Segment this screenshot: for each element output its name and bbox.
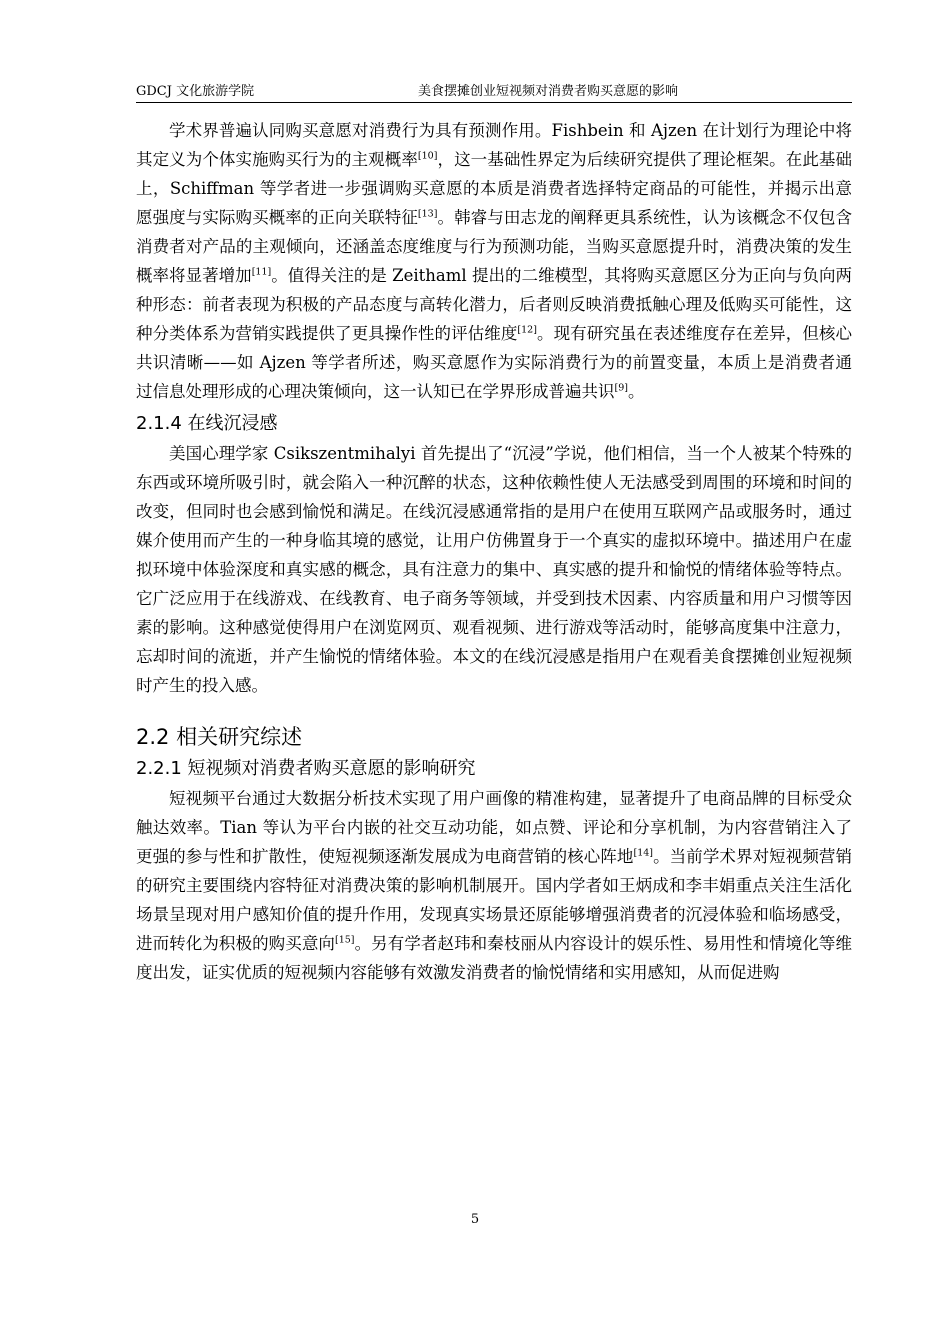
citation-ref: [9] bbox=[614, 382, 628, 394]
text-run: 。当前学术界对短视频营销的研究主要围绕内容特征对消费决策的影响机制展开。国内学者如王炳成和李丰娟重点关注生活化场景呈现对用户感知价值的提升作用，发现真实场景还原能够增强消费者的沉浸体验和临场感受，进而转化为积极的购买意向 bbox=[136, 847, 853, 953]
citation-ref: [14] bbox=[633, 847, 654, 859]
text-run: 。 bbox=[627, 382, 645, 401]
page-header bbox=[136, 78, 852, 103]
page-number: 5 bbox=[470, 1212, 480, 1227]
text-run: 。另有学者赵玮和秦枝丽从内容设计的娱乐性、易用性和情境化等维度出发，证实优质的短视频内容能够有效激发消费者的愉悦情绪和实用感知，从而促进购 bbox=[136, 934, 853, 982]
text-run: 。值得关注的是 Zeithaml 提出的二维模型，其将购买意愿区分为正向与负向两种形态：前者表现为积极的产品态度与高转化潜力，后者则反映消费抵触心理及低购买可能性，这种分类体系为营销实践提供了更具操作性的评估维度 bbox=[136, 266, 853, 343]
text-run: 。韩睿与田志龙的阐释更具系统性，认为该概念不仅包含消费者对产品的主观倾向，还涵盖态度维度与行为预测功能，当购买意愿提升时，消费决策的发生概率将显著增加 bbox=[136, 208, 853, 285]
page-body bbox=[136, 116, 852, 987]
citation-ref: [13] bbox=[417, 208, 438, 220]
text-run: 学术界普遍认同购买意愿对消费行为具有预测作用。Fishbein 和 Ajzen 在计划行为理论中将其定义为个体实施购买行为的主观概率 bbox=[136, 121, 852, 169]
text-run: ，这一基础性界定为后续研究提供了理论框架。在此基础上，Schiffman 等学者进一步强调购买意愿的本质是消费者选择特定商品的可能性，并揭示出意愿强度与实际购买概率的正向关联特征 bbox=[136, 150, 853, 227]
citation-ref: [11] bbox=[251, 266, 272, 278]
header-thesis-title: 美食摆摊创业短视频对消费者购买意愿的影响 bbox=[418, 84, 679, 99]
paragraph-short-video-research bbox=[136, 784, 852, 987]
text-run: 。现有研究虽在表述维度存在差异，但核心共识清晰——如 Ajzen 等学者所述，购买意愿作为实际消费行为的前置变量，本质上是消费者通过信息处理形成的心理决策倾向，这一认知已在学界形成普遍共识 bbox=[136, 324, 853, 401]
citation-ref: [15] bbox=[335, 934, 355, 946]
heading-2-1-4: 2.1.4 在线沉浸感 bbox=[136, 413, 278, 434]
paragraph-online-immersion: 美国心理学家 Csikszentmihalyi 首先提出了“沉浸”学说，他们相信，当一个人被某个特殊的东西或环境所吸引时，就会陷入一种沉醉的状态，这种依赖性使人无法感受到周围的环境和时间的改变，但同时也会感到愉悦和满足。在线沉浸感通常指的是用户在使用互联网产品或服务时，通过媒介使用而产生的一种身临其境的感觉，让用户仿佛置身于一个真实的虚拟环境中。描述用户在虚拟环境中体验深度和真实感的概念，具有注意力的集中、真实感的提升和愉悦的情绪体验等特点。它广泛应用于在线游戏、在线教育、电子商务等领域，并受到技术因素、内容质量和用户习惯等因素的影响。这种感觉使得用户在浏览网页、观看视频、进行游戏等活动时，能够高度集中注意力，忘却时间的流逝，并产生愉悦的情绪体验。本文的在线沉浸感是指用户在观看美食摆摊创业短视频时产生的投入感。 bbox=[136, 444, 852, 695]
paragraph-purchase-intention bbox=[136, 116, 852, 406]
heading-2-2: 2.2 相关研究综述 bbox=[136, 725, 303, 749]
citation-ref: [12] bbox=[517, 324, 537, 336]
header-institution: GDCJ 文化旅游学院 bbox=[136, 84, 255, 99]
heading-2-2-1: 2.2.1 短视频对消费者购买意愿的影响研究 bbox=[136, 758, 476, 779]
text-run: 短视频平台通过大数据分析技术实现了用户画像的精准构建，显著提升了电商品牌的目标受众触达效率。Tian 等认为平台内嵌的社交互动功能，如点赞、评论和分享机制，为内容营销注入了更强的参与性和扩散性，使短视频逐渐发展成为电商营销的核心阵地 bbox=[136, 789, 852, 866]
citation-ref: [10] bbox=[417, 150, 438, 162]
